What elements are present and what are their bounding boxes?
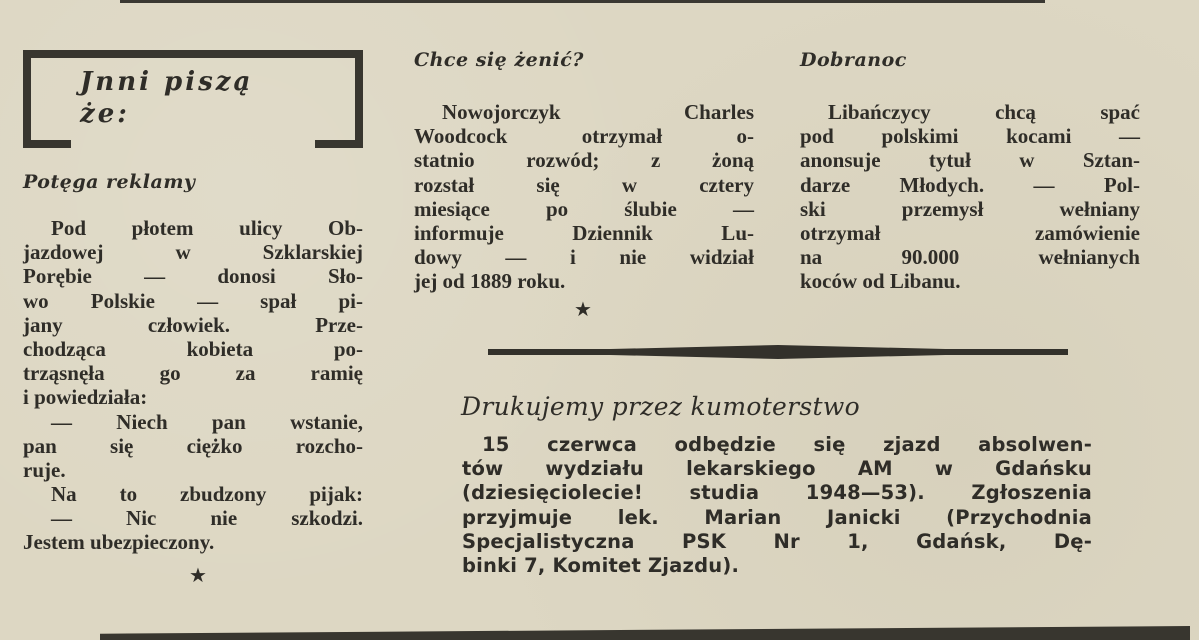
article-dobranoc xyxy=(800,100,1140,294)
article-line: ski przemysł wełniany xyxy=(800,196,1140,221)
article-line: na 90.000 wełnianych xyxy=(800,245,1140,270)
article-line: dowy — i nie widział xyxy=(414,245,754,270)
article-line: Libańczycy chcą spać xyxy=(828,100,1140,124)
bracket-bottom-left xyxy=(23,140,71,148)
article-line: — Niech pan wstanie, xyxy=(51,409,363,434)
star-separator-icon: ★ xyxy=(189,563,207,587)
headline-chce-sie-zenic: Chce się żenić? xyxy=(414,49,584,71)
article-line: otrzymał zamówienie xyxy=(800,220,1140,245)
column-label-line-2: że: xyxy=(80,99,130,129)
column-label-title xyxy=(80,66,253,130)
article-line: przyjmuje lek. Marian Janicki (Przychodnia xyxy=(462,505,1092,529)
article-potega-reklamy xyxy=(23,216,363,555)
article-line: Woodcock otrzymał o- xyxy=(414,124,754,149)
article-line: Na to zbudzony pijak: xyxy=(51,482,363,507)
top-border-rule xyxy=(120,0,1045,3)
article-line: ruje. xyxy=(23,457,66,482)
article-line: trząsnęła go za ramię xyxy=(23,361,363,386)
article-line: darze Młodych. — Pol- xyxy=(800,172,1140,197)
article-line: Nowojorczyk Charles xyxy=(442,100,754,124)
star-separator-icon: ★ xyxy=(574,297,592,321)
article-line: jany człowiek. Prze- xyxy=(23,312,363,337)
article-line: 15 czerwca odbędzie się zjazd absolwen- xyxy=(482,433,1092,456)
bracket-top xyxy=(23,50,363,58)
headline-drukujemy-przez-kumoterstwo: Drukujemy przez kumoterstwo xyxy=(461,392,860,421)
article-line: i powiedziała: xyxy=(23,385,148,410)
article-line: Jestem ubezpieczony. xyxy=(23,530,215,555)
article-line: Porębie — donosi Sło- xyxy=(23,264,363,289)
article-line: (dziesięciolecie! studia 1948—53). Zgłoszenia xyxy=(462,481,1092,505)
article-line: jazdowej w Szklarskiej xyxy=(23,240,363,265)
article-chce-sie-zenic xyxy=(414,100,754,294)
article-line: Pod płotem ulicy Ob- xyxy=(51,216,363,240)
column-label-line-1: Jnni piszą xyxy=(80,67,254,97)
bracket-bottom-right xyxy=(315,140,363,148)
article-line: statnio rozwód; z żoną xyxy=(414,148,754,173)
article-line: binki 7, Komitet Zjazdu). xyxy=(462,553,740,577)
column-label-box xyxy=(23,50,363,148)
headline-dobranoc: Dobranoc xyxy=(800,49,907,71)
headline-potega-reklamy: Potęga reklamy xyxy=(23,171,196,193)
article-line: anonsuje tytuł w Sztan- xyxy=(800,148,1140,173)
bracket-right xyxy=(355,50,363,148)
article-line: rozstał się w cztery xyxy=(414,172,754,197)
article-line: koców od Libanu. xyxy=(800,269,961,294)
bottom-border-rule xyxy=(100,626,1190,640)
article-line: pod polskimi kocami — xyxy=(800,124,1140,149)
article-line: wo Polskie — spał pi- xyxy=(23,288,363,313)
article-line: — Nic nie szkodzi. xyxy=(51,506,363,531)
article-line: chodząca kobieta po- xyxy=(23,336,363,361)
article-line: tów wydziału lekarskiego AM w Gdańsku xyxy=(462,457,1092,481)
bracket-left xyxy=(23,50,31,148)
article-line: Specjalistyczna PSK Nr 1, Gdańsk, Dę- xyxy=(462,529,1092,553)
article-drukujemy xyxy=(462,433,1092,578)
article-line: pan się ciężko rozcho- xyxy=(23,433,363,458)
diamond-rule-bar xyxy=(488,349,1068,355)
article-line: informuje Dziennik Lu- xyxy=(414,220,754,245)
article-line: miesiące po ślubie — xyxy=(414,196,754,221)
article-line: jej od 1889 roku. xyxy=(414,269,566,294)
